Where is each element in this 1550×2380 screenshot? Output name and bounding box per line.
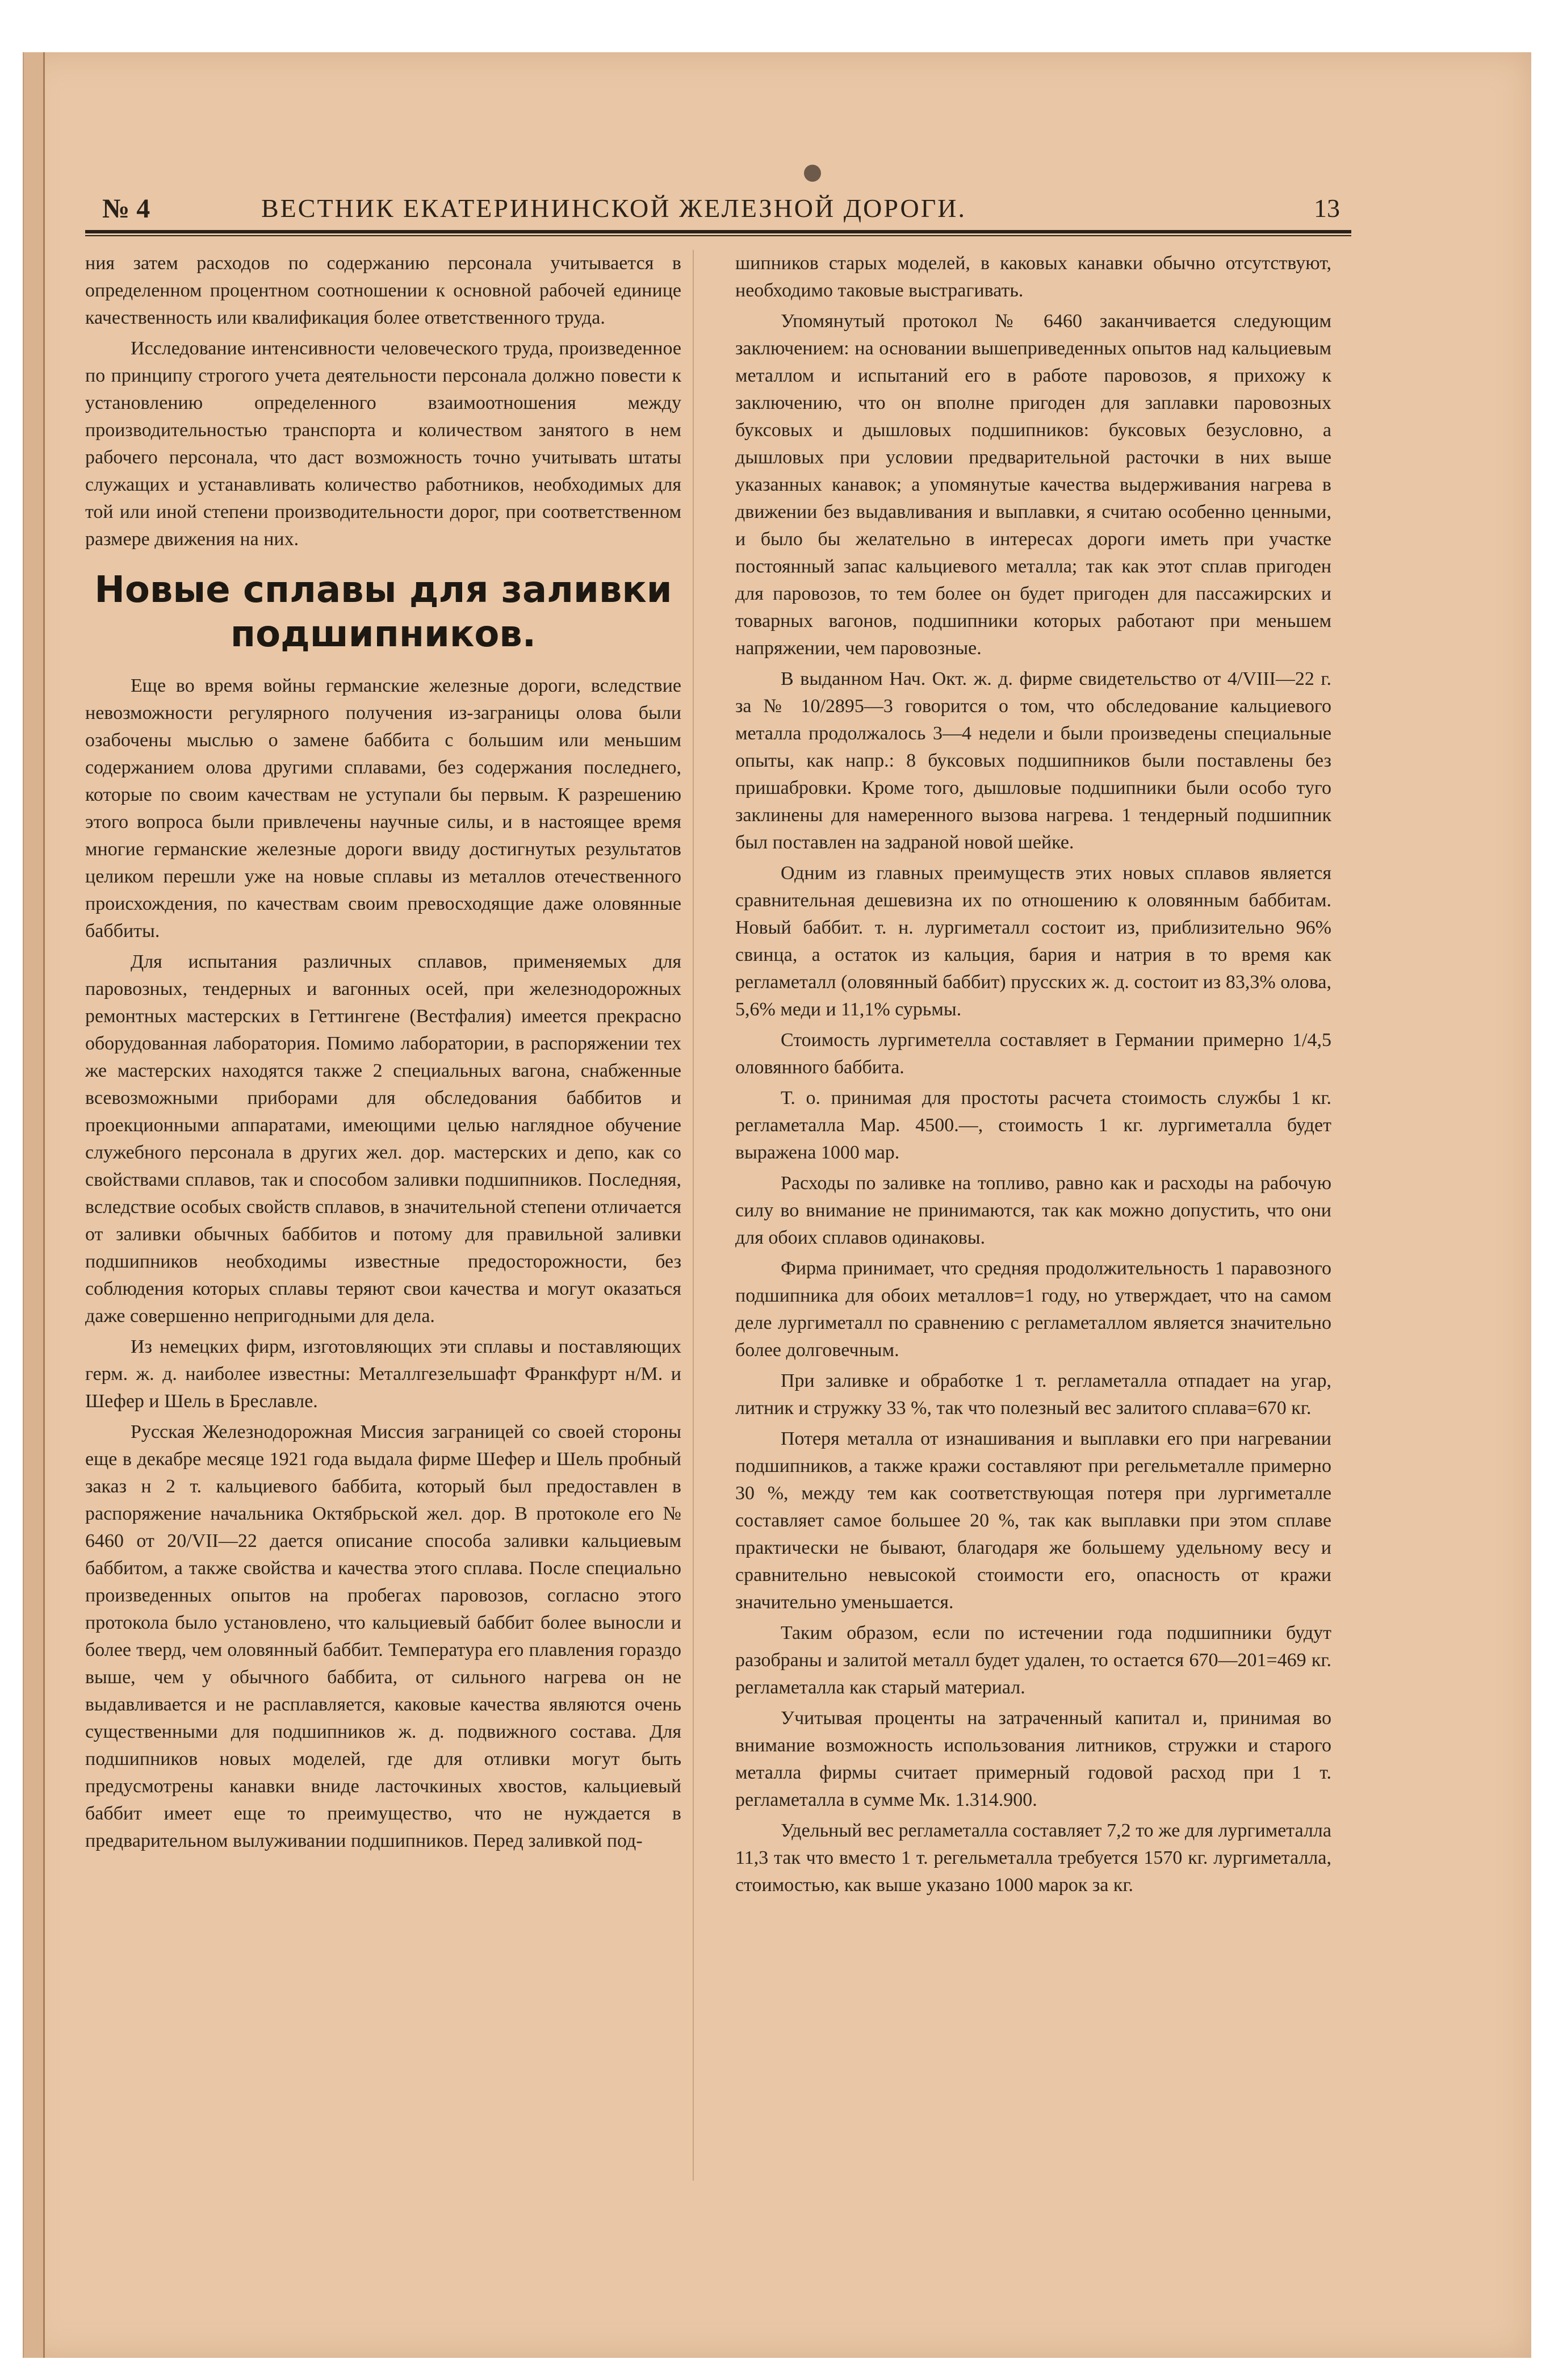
paragraph: При заливке и обработке 1 т. регламеталла отпадает на угар, литник и стружку 33 %, так что полезный вес залитого сплава=670 кг.: [735, 1370, 1331, 1419]
paragraph: Исследование интенсивности человеческого труда, произведенное по принципу строгого учета деятельности персонала должно повести к установлению определенного взаимоотношения между производительностью транспорта и количеством занятого в нем рабочего персонала, что даст возможность точно учитывать штаты служащих и устанавливать количество работников, необходимых для той или иной степени производительности дорог, при соответственном размере движения на них.: [85, 338, 681, 550]
paragraph: Таким образом, если по истечении года подшипники будут разобраны и залитой металл будет удален, то остается 670—201=469 кг. регламеталла как старый материал.: [735, 1622, 1331, 1698]
paragraph: Учитывая проценты на затраченный капитал и, принимая во внимание возможность использования литников, стружки и старого металла фирмы считает примерный годовой расход при 1 т. регламеталла в сумме Мк. 1.314.900.: [735, 1708, 1331, 1810]
paragraph: Стоимость лургиметелла составляет в Германии примерно 1/4,5 оловянного баббита.: [735, 1030, 1331, 1078]
paragraph: Т. о. принимая для простоты расчета стоимость службы 1 кг. регламеталла Мар. 4500.—, стоимость 1 кг. лургиметалла будет выражена 1000 мар.: [735, 1087, 1331, 1163]
right-column: [735, 250, 1331, 1902]
paragraph: Удельный вес регламеталла составляет 7,2 то же для лургиметалла 11,3 так что вместо 1 т. регельметалла требуется 1570 кг. лургиметалла, стоимостью, как выше указано 1000 марок за кг.: [735, 1820, 1331, 1896]
punch-hole: [804, 165, 821, 182]
journal-title: ВЕСТНИК ЕКАТЕРИНИНСКОЙ ЖЕЛЕЗНОЙ ДОРОГИ.: [261, 194, 967, 223]
paragraph: Русская Железнодорожная Миссия заграницей со своей стороны еще в декабре месяце 1921 года выдала фирме Шефер и Шель пробный заказ н 2 т. кальциевого баббита, который был предоставлен в распоряжение начальника Октябрьской жел. дор. В протоколе его № 6460 от 20/VII—22 дается описание способа заливки кальциевым баббитом, а также свойства и качества этого сплава. После специально произведенных опытов на пробегах паровозов, согласно этого протокола было установлено, что кальциевый баббит более выносли и более тверд, чем оловянный баббит. Температура его плавления гораздо выше, чем у обычного баббита, от сильного нагрева он не выдавливается и не расплавляется, каковые качества являются очень существенными для подшипников ж. д. подвижного состава. Для подшипников новых моделей, где для отливки могут быть предусмотрены канавки вниде ласточкиных хвостов, кальциевый баббит имеет еще то преимущество, что не нуждается в предварительном вылуживании подшипников. Перед заливкой под-: [85, 1421, 681, 1851]
binding-spine: [24, 52, 45, 2358]
paragraph: Расходы по заливке на топливо, равно как и расходы на рабочую силу во внимание не принимаются, так как можно допустить, что они для обоих сплавов одинаковы.: [735, 1173, 1331, 1248]
header-rule-thin: [85, 235, 1351, 236]
paragraph: Упомянутый протокол № 6460 заканчивается следующим заключением: на основании вышеприведенных опытов над кальциевым металлом и испытаний его в работе паровозов, я прихожу к заключению, что он вполне пригоден для заплавки паровозных буксовых и дышловых подшипников: буксовых безусловно, а дышловых при условии предварительной расточки в них выше указанных канавок; а упомянутые качества выдерживания нагрева в движении без выдавливания и выплавки, я считаю особенно ценными, и было бы желательно в интересах дороги иметь при участке постоянный запас кальциевого металла; так как этот сплав пригоден для паровозов, то тем более он будет пригоден для пассажирских и товарных вагонов, подшипники которых работают при меньшем напряжении, чем паровозные.: [735, 311, 1331, 659]
left-column: [85, 250, 681, 1858]
paragraph: Для испытания различных сплавов, применяемых для паровозных, тендерных и вагонных осей, при железнодорожных ремонтных мастерских в Геттингене (Вестфалия) имеется прекрасно оборудованная лаборатория. Помимо лаборатории, в распоряжении тех же мастерских находятся также 2 специальных вагона, снабженные всевозможными приборами для обследования баббитов и проекционными аппаратами, имеющими целью наглядное обучение служебного персонала в других жел. дор. мастерских и депо, как со свойствами сплавов, так и способом заливки подшипников. Последняя, вследствие особых свойств сплавов, в значительной степени отличается от заливки обычных баббитов и потому для правильной заливки подшипников необходимы известные предосторожности, без соблюдения которых сплавы теряют свои качества и могут оказаться даже совершенно непригодными для дела.: [85, 951, 681, 1327]
paragraph: шипников старых моделей, в каковых канавки обычно отсутствуют, необходимо таковые выстрагивать.: [735, 253, 1331, 301]
paragraph: ния затем расходов по содержанию персонала учитывается в определенном процентном соотношении к основной рабочей единице качественность или квалификация более ответственного труда.: [85, 253, 681, 328]
paragraph: В выданном Нач. Окт. ж. д. фирме свидетельство от 4/VIII—22 г. за № 10/2895—3 говорится о том, что обследование кальциевого металла продолжалось 3—4 недели и были произведены специальные опыты, как напр.: 8 буксовых подшипников были поставлены без пришабровки. Кроме того, дышловые подшипники были особо туго заклинены для намеренного вызова нагрева. 1 тендерный подшипник был поставлен на задраной новой шейке.: [735, 668, 1331, 853]
page-number: 13: [1314, 194, 1340, 223]
paragraph: Потеря металла от изнашивания и выплавки его при нагревании подшипников, а также кражи составляют при регельметалле примерно 30 %, между тем как соответствующая потеря при лургиметалле составляет самое большее 20 %, так как выплавки при этом сплаве практически не бывают, благодаря же большему удельному весу и сравнительно невысокой стоимости его, опасность от кражи значительно уменьшается.: [735, 1428, 1331, 1613]
paragraph: Из немецких фирм, изготовляющих эти сплавы и поставляющих герм. ж. д. наиболее известны: Металлгезельшафт Франкфурт н/М. и Шефер и Шель в Бреславле.: [85, 1336, 681, 1412]
paragraph: Одним из главных преимуществ этих новых сплавов является сравнительная дешевизна их по отношению к оловянным баббитам. Новый баббит. т. н. лургиметалл состоит из, приблизительно 96% свинца, а остаток из кальция, бария и натрия в то время как регламеталл (оловянный баббит) прусских ж. д. состоит из 83,3% олова, 5,6% меди и 11,1% сурьмы.: [735, 863, 1331, 1020]
paragraph: Еще во время войны германские железные дороги, вследствие невозможности регулярного получения из-заграницы олова были озабочены мыслью о замене баббита с большим или меньшим содержанием олова другими сплавами, без содержания последнего, которые по своим качествам не уступали бы первым. К разрешению этого вопроса были привлечены научные силы, и в настоящее время многие германские железные дороги ввиду достигнутых результатов целиком перешли уже на новые сплавы из металлов отечественного происхождения, по качествам своим превосходящие даже оловянные баббиты.: [85, 675, 681, 942]
header-rule: [85, 230, 1351, 233]
column-divider: [693, 250, 694, 2181]
paragraph: Фирма принимает, что средняя продолжительность 1 паравозного подшипника для обоих металлов=1 году, но утверждает, что на самом деле лургиметалл по сравнению с регламеталлом является значительно более долговечным.: [735, 1258, 1331, 1361]
issue-number: № 4: [102, 194, 150, 224]
running-header: [102, 193, 1340, 227]
article-headline: Новые сплавы для заливки подшипников.: [94, 569, 672, 655]
